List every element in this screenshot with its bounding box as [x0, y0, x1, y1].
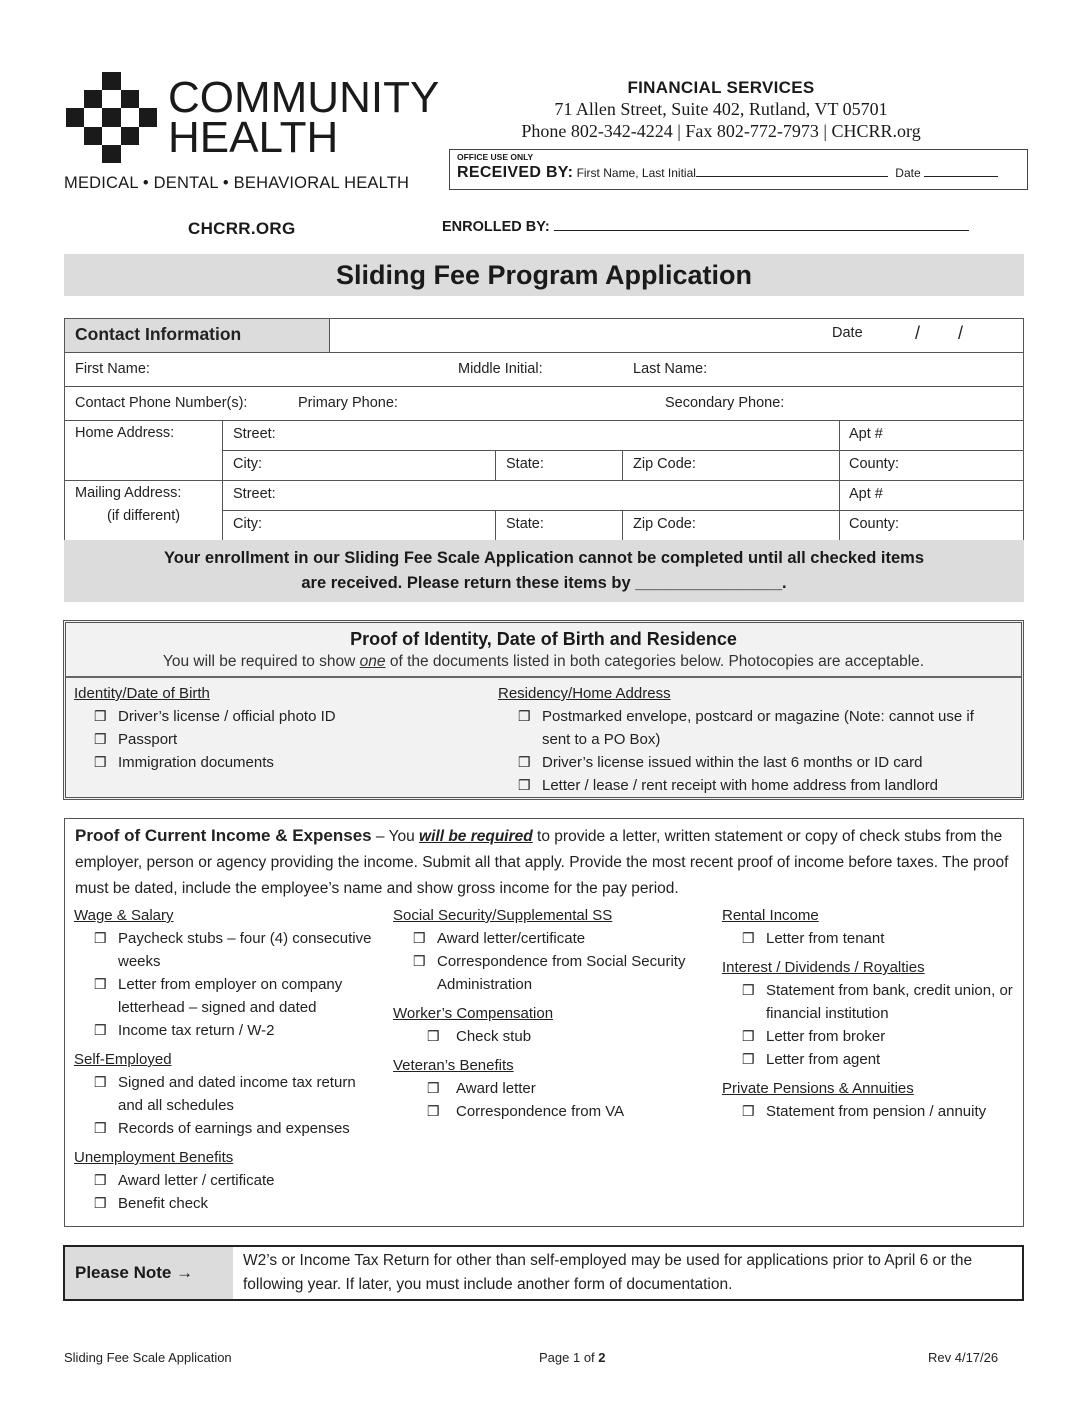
- checklist-item-label: Driver’s license issued within the last 6 months or ID card: [542, 754, 923, 771]
- enrolled-by-row: [442, 219, 969, 235]
- last-name-field[interactable]: [720, 353, 1020, 386]
- home-zip-label: Zip Code:: [633, 456, 696, 472]
- mailing-apt-field[interactable]: [840, 481, 1023, 511]
- income-text: – You: [371, 828, 420, 845]
- mailing-zip-label: Zip Code:: [633, 516, 696, 532]
- home-apt-label: Apt #: [849, 426, 883, 442]
- checklist-item-label: Statement from pension / annuity: [766, 1103, 987, 1120]
- checklist-item[interactable]: [74, 705, 474, 728]
- checklist-item[interactable]: [74, 927, 374, 973]
- checkbox-icon[interactable]: ❒: [94, 1074, 107, 1090]
- first-name-label: First Name:: [75, 361, 150, 377]
- checklist-item-label: Benefit check: [118, 1195, 209, 1212]
- footer-page-number: [539, 1350, 606, 1365]
- identity-subtitle: [66, 651, 1021, 673]
- checklist-heading: Worker’s Compensation: [393, 1005, 554, 1022]
- checkbox-icon[interactable]: ❒: [94, 731, 107, 747]
- checkbox-icon[interactable]: ❒: [427, 1028, 440, 1044]
- checkbox-icon[interactable]: ❒: [742, 982, 755, 998]
- phone-row: [65, 387, 1023, 421]
- checklist-item[interactable]: [393, 927, 713, 950]
- subtitle-emphasis: one: [359, 653, 386, 670]
- please-note-text: W2’s or Income Tax Return for other than self-employed may be used for applications prior to April 6 or the following year. If later, you must include another form of documentation.: [243, 1252, 973, 1293]
- checkbox-icon[interactable]: ❒: [742, 1028, 755, 1044]
- checklist-heading: Veteran’s Benefits: [393, 1057, 514, 1074]
- checklist-heading: Interest / Dividends / Royalties: [722, 959, 925, 976]
- checklist-item[interactable]: [393, 1100, 713, 1123]
- income-intro: [65, 819, 1023, 902]
- tagline: MEDICAL • DENTAL • BEHAVIORAL HEALTH: [64, 174, 410, 192]
- checklist-item[interactable]: [722, 979, 1022, 1025]
- name-row: [65, 353, 1023, 387]
- checklist-heading: Residency/Home Address: [498, 685, 671, 702]
- date-label: Date: [832, 325, 863, 341]
- checklist-item[interactable]: [74, 1019, 374, 1042]
- proof-of-identity-section: [63, 620, 1024, 800]
- checklist-item[interactable]: [74, 973, 374, 1019]
- subtitle-text: You will be required to show: [162, 653, 360, 670]
- received-date-field[interactable]: [924, 165, 998, 177]
- home-county-label: County:: [849, 456, 899, 472]
- checklist-item-label: Income tax return / W-2: [118, 1022, 275, 1039]
- primary-phone-field[interactable]: [405, 387, 655, 420]
- subtitle-text: of the documents listed in both categories below. Photocopies are acceptable.: [385, 653, 925, 670]
- date-separator: /: [958, 323, 964, 343]
- page-label: Page 1 of: [539, 1350, 599, 1365]
- proof-of-income-section: [64, 818, 1024, 1227]
- checklist-item[interactable]: [74, 728, 474, 751]
- mailing-city-field[interactable]: [223, 511, 496, 541]
- checklist-heading: Rental Income: [722, 907, 819, 924]
- mailing-state-field[interactable]: [496, 511, 623, 541]
- mailing-city-label: City:: [233, 516, 262, 532]
- office-use-title: OFFICE USE ONLY: [457, 152, 534, 162]
- checklist-item-label: Letter from broker: [766, 1028, 886, 1045]
- checkbox-icon[interactable]: ❒: [427, 1080, 440, 1096]
- brand-line-1: COMMUNITY: [168, 73, 440, 122]
- please-note-box: [63, 1245, 1024, 1301]
- mailing-address-label-cell: [65, 481, 223, 541]
- financial-services-block: [446, 78, 996, 142]
- checkbox-icon[interactable]: ❒: [413, 930, 426, 946]
- checkbox-icon[interactable]: ❒: [94, 1120, 107, 1136]
- checkbox-icon[interactable]: ❒: [742, 1051, 755, 1067]
- community-health-logo-icon: [66, 72, 157, 163]
- received-name-field[interactable]: [696, 165, 888, 177]
- checkbox-icon[interactable]: ❒: [742, 930, 755, 946]
- checkbox-icon[interactable]: ❒: [94, 1172, 107, 1188]
- mailing-county-label: County:: [849, 516, 899, 532]
- home-street-field[interactable]: [223, 421, 840, 451]
- last-name-label: Last Name:: [633, 361, 708, 377]
- dept-address: 71 Allen Street, Suite 402, Rutland, VT 05701: [554, 99, 888, 119]
- phone-label: Contact Phone Number(s):: [75, 395, 248, 411]
- mailing-address-note: (if different): [107, 508, 181, 524]
- footer-doc-name: Sliding Fee Scale Application: [64, 1350, 232, 1365]
- income-column-2: [393, 905, 713, 1123]
- contact-section-header: [65, 319, 330, 352]
- checklist-item[interactable]: [74, 1192, 374, 1215]
- checklist-item-label: Driver’s license / official photo ID: [118, 708, 336, 725]
- home-street-label: Street:: [233, 426, 276, 442]
- brand-name: [168, 73, 440, 162]
- mailing-state-label: State:: [506, 516, 544, 532]
- income-text: to provide a letter, written statement or copy of check stubs from the employer, person or agency providing the income. Submit all that apply. Provide the most recent proof of income before taxes. The proof must be dated, include the employee’s name and show gross income for the pay period.: [75, 828, 1009, 897]
- enrollment-notice: [64, 540, 1024, 602]
- identity-title: Proof of Identity, Date of Birth and Residence: [350, 629, 737, 649]
- dept-contact: Phone 802-342-4224 | Fax 802-772-7973 | CHCRR.org: [521, 121, 921, 141]
- checkbox-icon[interactable]: ❒: [94, 930, 107, 946]
- checklist-item-label: Postmarked envelope, postcard or magazine (Note: cannot use if sent to a PO Box): [542, 708, 974, 748]
- checklist-item[interactable]: [722, 1100, 1022, 1123]
- secondary-phone-field[interactable]: [800, 387, 1020, 420]
- checklist-item-label: Letter from employer on company letterhead – signed and dated: [118, 976, 343, 1016]
- checklist-item[interactable]: [722, 1048, 1022, 1071]
- checklist-item[interactable]: [393, 1025, 713, 1048]
- notice-line-2: are received. Please return these items by ________________.: [301, 574, 787, 592]
- checklist-heading: Private Pensions & Annuities: [722, 1080, 914, 1097]
- home-address-label: Home Address:: [75, 425, 175, 441]
- website-label: CHCRR.ORG: [188, 219, 296, 238]
- primary-phone-label: Primary Phone:: [298, 395, 398, 411]
- checklist-item[interactable]: [74, 1169, 374, 1192]
- page-total: 2: [598, 1350, 606, 1365]
- income-title: Proof of Current Income & Expenses: [75, 826, 372, 845]
- residency-column: [498, 683, 988, 797]
- page-title: Sliding Fee Program Application: [64, 254, 1024, 296]
- checklist-item-label: Letter from agent: [766, 1051, 881, 1068]
- checklist-item-label: Award letter: [456, 1080, 536, 1097]
- mailing-apt-label: Apt #: [849, 486, 883, 502]
- checklist-heading: Identity/Date of Birth: [74, 685, 210, 702]
- checklist-item[interactable]: [74, 751, 474, 774]
- received-name-label: First Name, Last Initial: [576, 166, 696, 180]
- mailing-county-field[interactable]: [840, 511, 1023, 541]
- checklist-item-label: Correspondence from Social Security Administration: [437, 953, 686, 993]
- office-use-box: [449, 149, 1028, 190]
- mailing-address-label: Mailing Address:: [75, 485, 182, 501]
- home-state-label: State:: [506, 456, 544, 472]
- home-address-label-cell: [65, 421, 223, 481]
- checklist-heading: Wage & Salary: [74, 907, 174, 924]
- checkbox-icon[interactable]: ❒: [94, 1195, 107, 1211]
- checklist-item-label: Signed and dated income tax return and all schedules: [118, 1074, 356, 1114]
- checkbox-icon[interactable]: ❒: [742, 1103, 755, 1119]
- checklist-heading: Social Security/Supplemental SS: [393, 907, 613, 924]
- home-state-field[interactable]: [496, 451, 623, 481]
- checklist-item[interactable]: [74, 1117, 374, 1140]
- secondary-phone-label: Secondary Phone:: [665, 395, 785, 411]
- checklist-item-label: Statement from bank, credit union, or financial institution: [766, 982, 1013, 1022]
- contact-information-table: [64, 318, 1024, 541]
- enrolled-by-field[interactable]: [554, 219, 969, 231]
- checklist-item[interactable]: [498, 774, 988, 797]
- checkbox-icon[interactable]: ❒: [94, 708, 107, 724]
- received-date-label: Date: [895, 166, 921, 180]
- footer-revision: Rev 4/17/26: [928, 1350, 999, 1365]
- checklist-heading: Self-Employed: [74, 1051, 172, 1068]
- mailing-street-label: Street:: [233, 486, 276, 502]
- checklist-item[interactable]: [74, 1071, 374, 1117]
- home-city-label: City:: [233, 456, 262, 472]
- checklist-item-label: Letter / lease / rent receipt with home address from landlord: [542, 777, 939, 794]
- contact-section-label: Contact Information: [75, 324, 242, 344]
- mailing-zip-field[interactable]: [623, 511, 840, 541]
- checkbox-icon[interactable]: ❒: [518, 708, 531, 724]
- checkbox-icon[interactable]: ❒: [413, 953, 426, 969]
- checklist-item-label: Letter from tenant: [766, 930, 885, 947]
- checkbox-icon[interactable]: ❒: [427, 1103, 440, 1119]
- middle-initial-field[interactable]: [560, 353, 630, 386]
- checklist-item[interactable]: [393, 1077, 713, 1100]
- income-column-3: [722, 905, 1022, 1123]
- dept-title: FINANCIAL SERVICES: [627, 78, 815, 97]
- home-zip-field[interactable]: [623, 451, 840, 481]
- checklist-item[interactable]: [498, 705, 988, 751]
- identity-dob-column: [74, 683, 474, 774]
- middle-initial-label: Middle Initial:: [458, 361, 543, 377]
- address-block: [65, 421, 1023, 541]
- checklist-item-label: Check stub: [456, 1028, 532, 1045]
- checkbox-icon[interactable]: ❒: [518, 777, 531, 793]
- checklist-item[interactable]: [393, 950, 713, 996]
- home-county-field[interactable]: [840, 451, 1023, 481]
- checklist-item-label: Passport: [118, 731, 178, 748]
- checklist-item-label: Correspondence from VA: [456, 1103, 625, 1120]
- checklist-item-label: Award letter/certificate: [437, 930, 586, 947]
- checklist-item-label: Award letter / certificate: [118, 1172, 275, 1189]
- home-apt-field[interactable]: [840, 421, 1023, 451]
- checklist-item-label: Paycheck stubs – four (4) consecutive weeks: [118, 930, 372, 970]
- checklist-heading: Unemployment Benefits: [74, 1149, 234, 1166]
- checklist-item[interactable]: [722, 927, 1022, 950]
- please-note-label: Please Note →: [65, 1247, 233, 1299]
- enrolled-by-label: ENROLLED BY:: [442, 219, 550, 235]
- home-city-field[interactable]: [223, 451, 496, 481]
- checkbox-icon[interactable]: ❒: [94, 976, 107, 992]
- notice-line-1: Your enrollment in our Sliding Fee Scale Application cannot be completed until all checked items: [163, 549, 925, 567]
- checklist-item[interactable]: [722, 1025, 1022, 1048]
- received-by-label: RECEIVED BY:: [457, 164, 574, 181]
- mailing-street-field[interactable]: [223, 481, 840, 511]
- checkbox-icon[interactable]: ❒: [94, 754, 107, 770]
- income-column-1: [74, 905, 374, 1215]
- checkbox-icon[interactable]: ❒: [518, 754, 531, 770]
- checklist-item[interactable]: [498, 751, 988, 774]
- checklist-item-label: Immigration documents: [118, 754, 274, 771]
- checklist-item-label: Records of earnings and expenses: [118, 1120, 350, 1137]
- date-separator: /: [915, 323, 921, 343]
- brand-line-2: HEALTH: [168, 113, 339, 162]
- checkbox-icon[interactable]: ❒: [94, 1022, 107, 1038]
- income-emphasis: will be required: [419, 828, 533, 845]
- date-field[interactable]: [895, 319, 995, 352]
- first-name-field[interactable]: [160, 353, 450, 386]
